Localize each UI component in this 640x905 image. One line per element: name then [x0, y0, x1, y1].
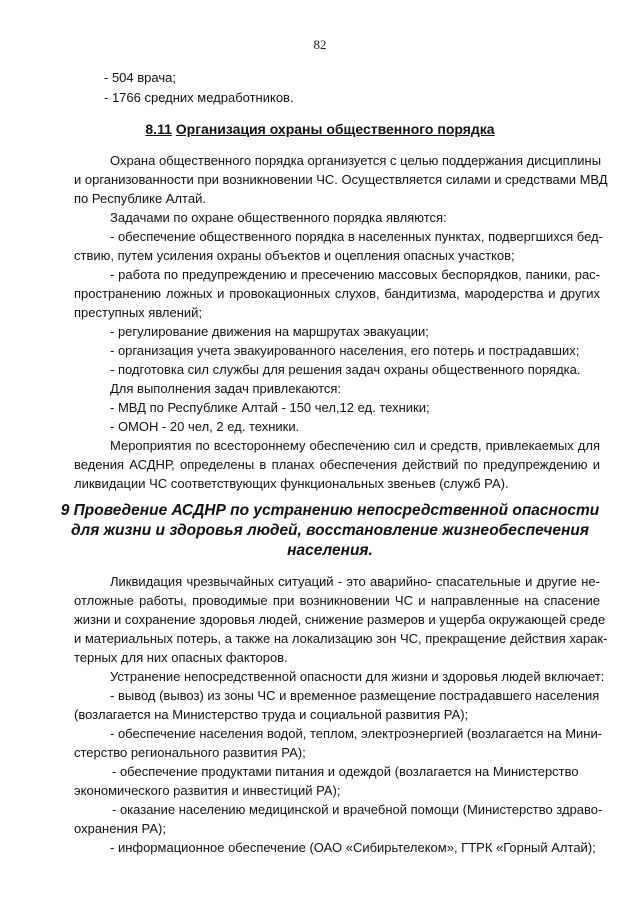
list-item: - обеспечение продуктами питания и одеждой (возлагается на Министерство: [112, 764, 579, 779]
section-title: Организация охраны общественного порядка: [175, 121, 495, 137]
paragraph-line: по Республике Алтай.: [74, 191, 206, 206]
list-item-cont: (возлагается на Министерство труда и социальной развития РА);: [74, 707, 469, 722]
chapter-title-line: населения.: [287, 542, 373, 559]
list-item: - 504 врача;: [104, 70, 176, 85]
page-number: 82: [313, 37, 327, 52]
list-item: - информационное обеспечение (ОАО «Сибирьтелеком», ГТРК «Горный Алтай);: [110, 840, 596, 855]
paragraph-line: Для выполнения задач привлекаются:: [110, 381, 342, 396]
paragraph-line: Охрана общественного порядка организуется с целью поддержания дисциплины: [110, 153, 602, 168]
list-item: - ОМОН - 20 чел, 2 ед. техники.: [110, 419, 300, 434]
paragraph-line: и материальных потерь, а также на локализацию зон ЧС, прекращение действия харак-: [74, 631, 608, 646]
paragraph-line: ликвидации ЧС соответствующих функциональных звеньев (служб РА).: [74, 476, 509, 491]
list-item-cont: стерство регионального развития РА);: [74, 745, 306, 760]
paragraph-line: Мероприятия по всестороннему обеспечению сил и средств, привлекаемых для: [110, 438, 600, 453]
paragraph-line: Задачами по охране общественного порядка являются:: [110, 210, 447, 225]
paragraph-line: жизни и сохранение здоровья людей, снижение размеров и ущерба окружающей среде: [74, 612, 606, 627]
section-number: 8.11: [145, 121, 172, 137]
list-item: - организация учета эвакуированного населения, его потерь и пострадавших;: [110, 343, 580, 358]
section-heading: [0, 121, 640, 137]
paragraph-line: терных для них опасных факторов.: [74, 650, 288, 665]
list-item: - регулирование движения на маршрутах эвакуации;: [110, 324, 429, 339]
paragraph-line: ведения АСДНР, определены в планах обеспечения действий по предупреждению и: [74, 457, 600, 472]
chapter-title-line: 9 Проведение АСДНР по устранению непосредственной опасности: [60, 502, 600, 519]
list-item: - работа по предупреждению и пресечению массовых беспорядков, паники, рас-: [110, 267, 600, 282]
paragraph-line: Ликвидация чрезвычайных ситуаций - это аварийно- спасательные и другие не-: [110, 574, 600, 589]
list-item: - 1766 средних медработников.: [104, 90, 294, 105]
chapter-title-line: для жизни и здоровья людей, восстановление жизнеобеспечения: [70, 522, 590, 539]
list-item: - вывод (вывоз) из зоны ЧС и временное размещение пострадавшего населения: [110, 688, 600, 703]
list-item: - обеспечение общественного порядка в населенных пунктах, подвергшихся бед-: [110, 229, 603, 244]
list-item-cont: преступных явлений;: [74, 305, 203, 320]
paragraph-line: и организованности при возникновении ЧС. Осуществляется силами и средствами МВД: [74, 172, 608, 187]
list-item-cont: экономического развития и инвестиций РА);: [74, 783, 341, 798]
list-item: - обеспечение населения водой, теплом, электроэнергией (возлагается на Мини-: [110, 726, 603, 741]
list-item-cont: ствию, путем усиления охраны объектов и оцепления опасных участков;: [74, 248, 515, 263]
list-item: - МВД по Республике Алтай - 150 чел,12 ед. техники;: [110, 400, 430, 415]
list-item-cont: охранения РА);: [74, 821, 166, 836]
list-item: - оказание населению медицинской и врачебной помощи (Министерство здраво-: [112, 802, 603, 817]
paragraph-line: отложные работы, проводимые при возникновении ЧС и направленные на спасение: [74, 593, 600, 608]
paragraph-line: Устранение непосредственной опасности для жизни и здоровья людей включает:: [110, 669, 605, 684]
list-item-cont: пространению ложных и провокационных слухов, бандитизма, мародерства и других: [74, 286, 600, 301]
list-item: - подготовка сил службы для решения задач охраны общественного порядка.: [110, 362, 581, 377]
